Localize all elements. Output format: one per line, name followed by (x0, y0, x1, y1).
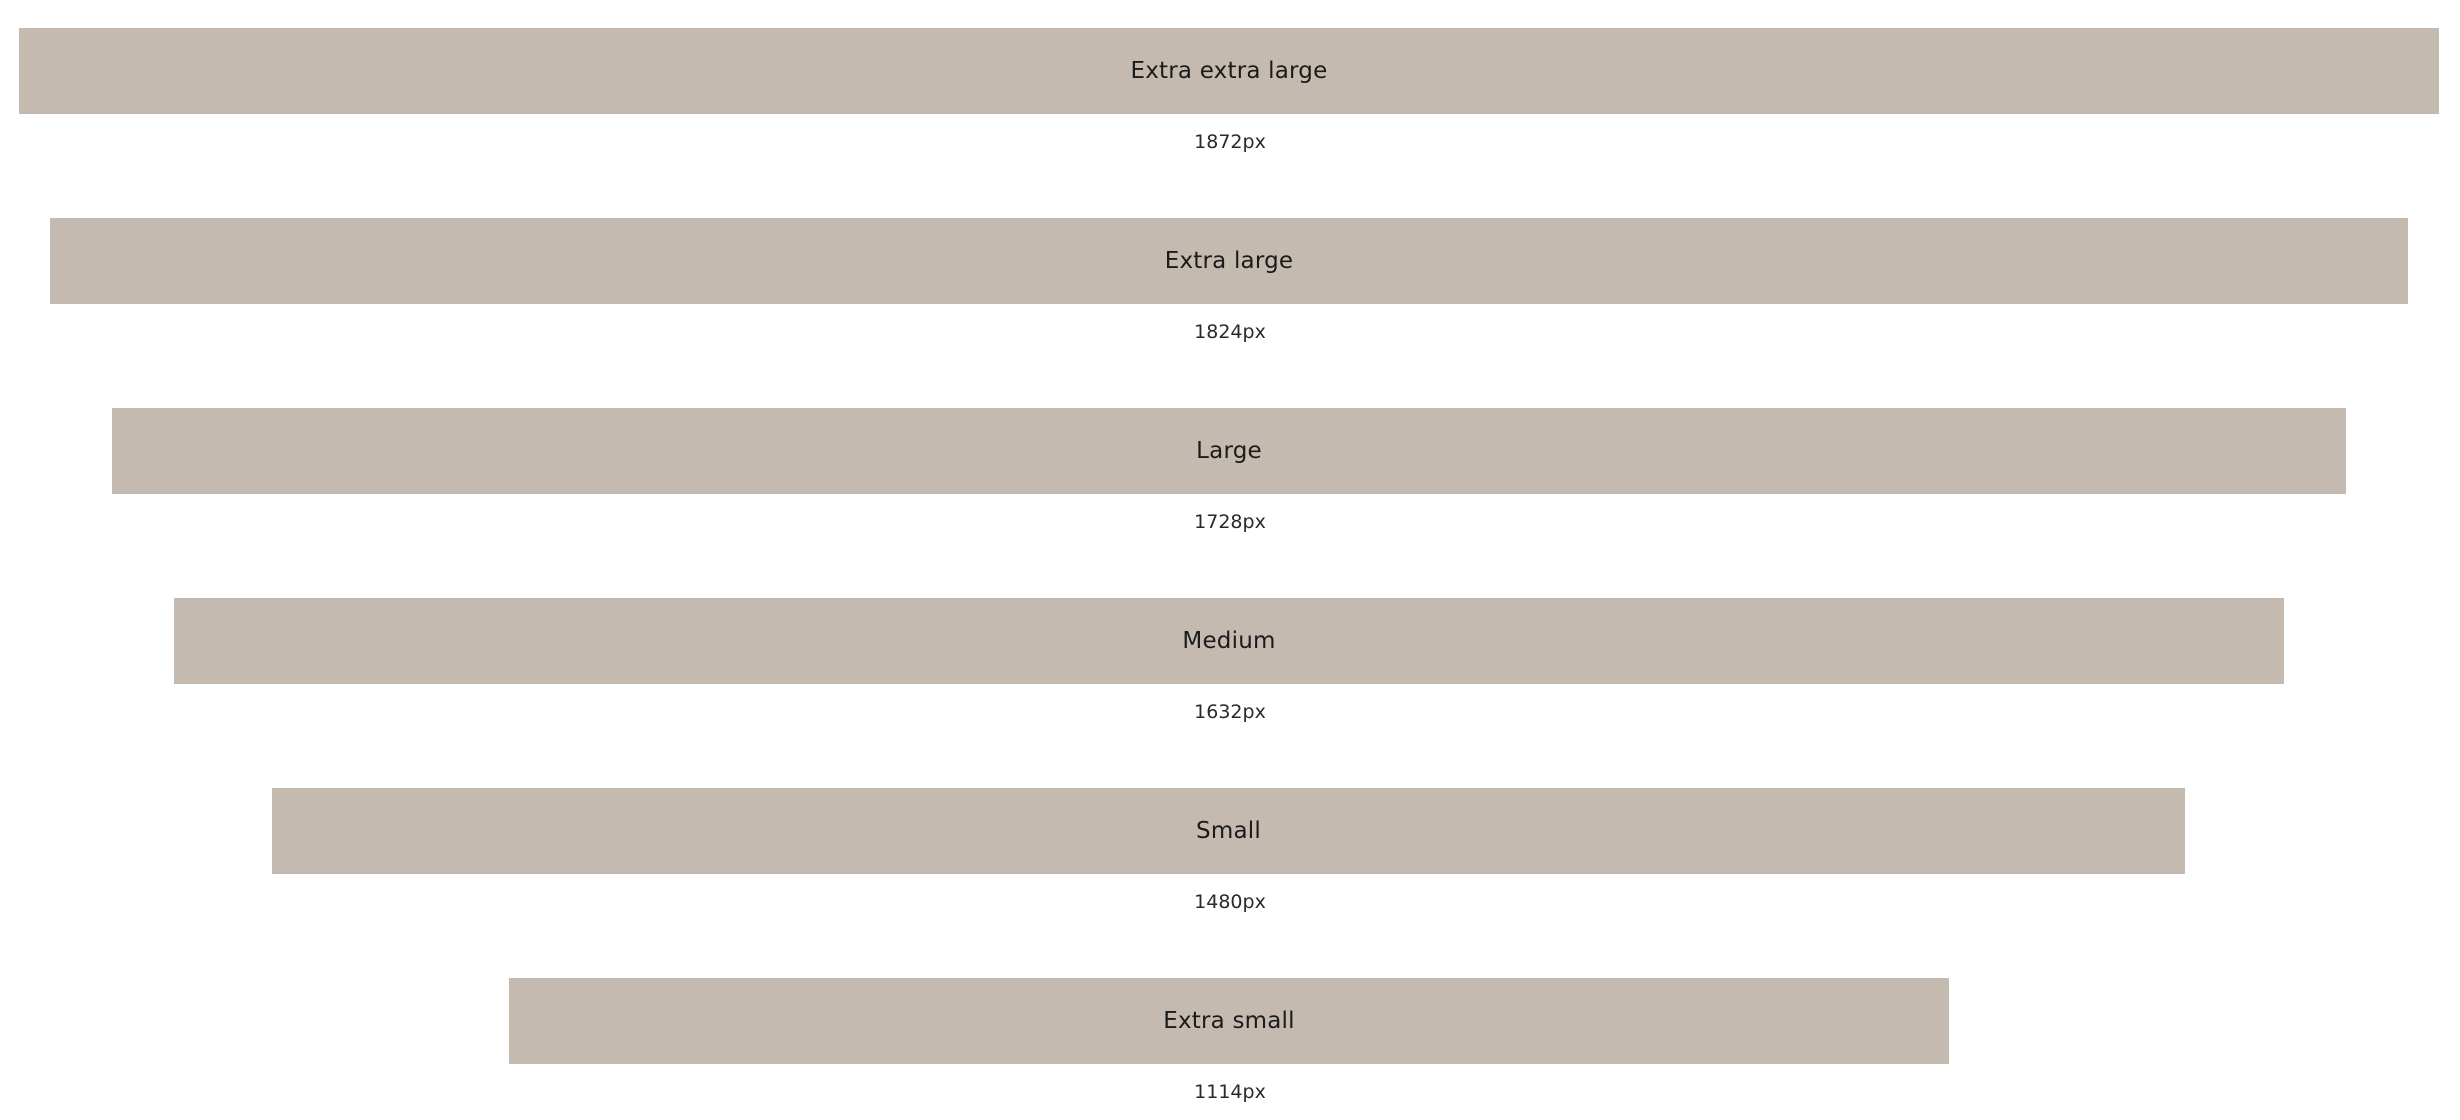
breakpoint-name: Large (1196, 438, 1262, 464)
breakpoint-name: Small (1196, 818, 1261, 844)
breakpoint-band-extra-large (50, 218, 2408, 304)
breakpoint-name: Extra extra large (1130, 58, 1328, 84)
breakpoint-width-label: 1480px (1194, 891, 1266, 913)
breakpoint-name: Extra small (1163, 1008, 1295, 1034)
breakpoint-band-large (112, 408, 2346, 494)
breakpoint-width-label: 1632px (1194, 701, 1266, 723)
breakpoint-name: Extra large (1164, 248, 1294, 274)
breakpoint-band-extra-extra-large (19, 28, 2439, 114)
breakpoint-band-small (272, 788, 2185, 874)
breakpoint-width-label: 1114px (1194, 1081, 1266, 1103)
breakpoint-band-extra-small (509, 978, 1949, 1064)
breakpoint-width-label: 1824px (1194, 321, 1266, 343)
breakpoint-name: Medium (1182, 628, 1276, 654)
breakpoint-width-label: 1728px (1194, 511, 1266, 533)
breakpoint-width-label: 1872px (1194, 131, 1266, 153)
breakpoint-band-medium (174, 598, 2284, 684)
